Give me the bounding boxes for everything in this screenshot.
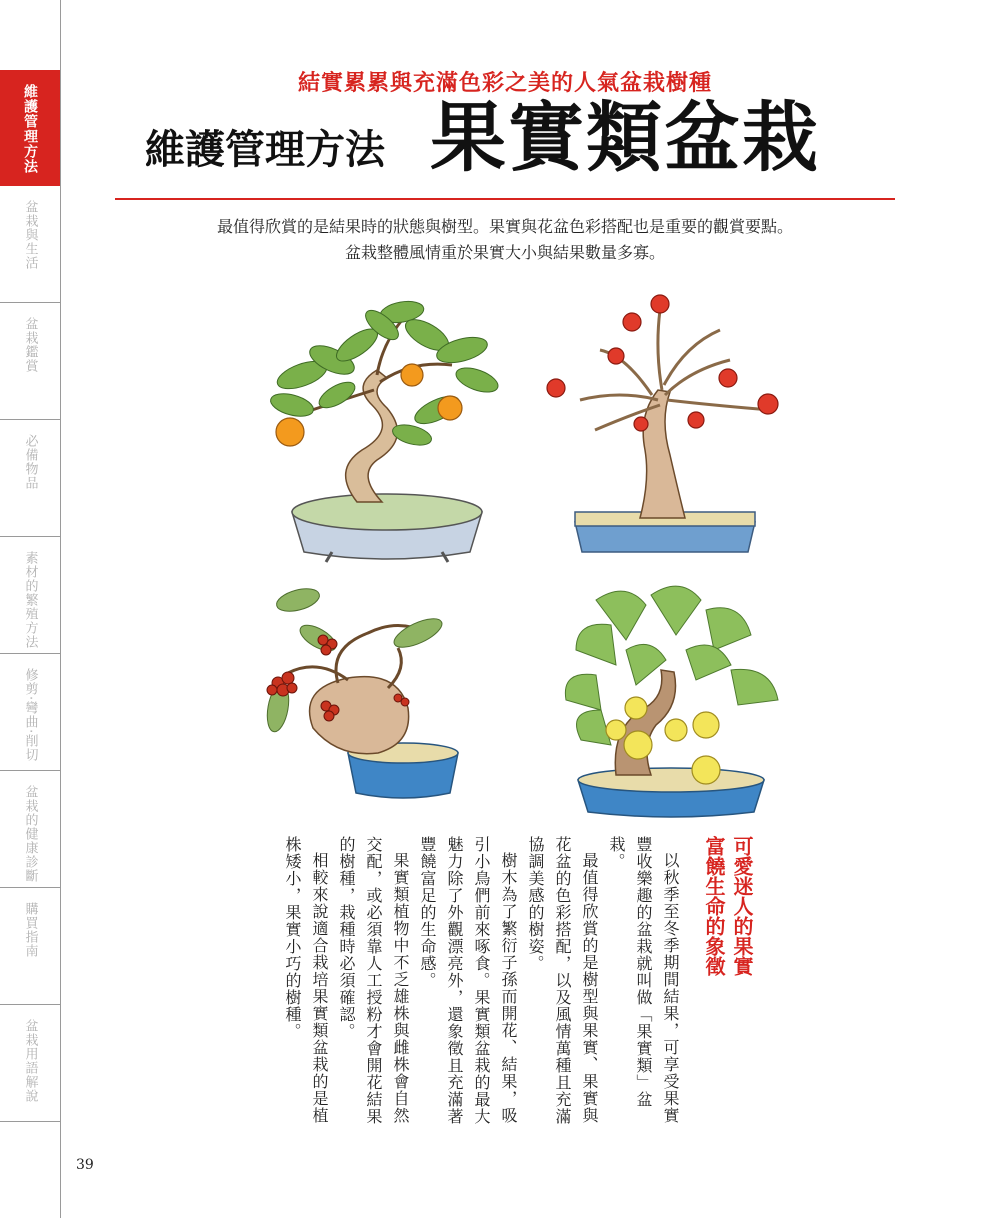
tab-label: 盆栽與生活 — [22, 200, 38, 270]
tab-label: 盆栽用語解說 — [22, 1019, 38, 1103]
article-body — [276, 836, 684, 1136]
ginkgo-bonsai-illustration — [556, 580, 786, 820]
side-tab-rail — [0, 0, 61, 1218]
tab-maintenance[interactable] — [0, 70, 60, 186]
tab-essentials[interactable] — [0, 420, 60, 537]
tab-label: 盆栽的健康診斷 — [22, 785, 38, 883]
tab-label: 維護管理方法 — [22, 84, 38, 174]
tab-bonsai-life[interactable] — [0, 186, 60, 303]
pomegranate-bonsai-illustration — [540, 290, 790, 570]
tab-propagation[interactable] — [0, 537, 60, 654]
article-heading-line-2: 富饒生命的象徵 — [702, 836, 726, 976]
title-divider — [115, 198, 895, 200]
tab-buying-guide[interactable] — [0, 888, 60, 1005]
lead-line-2: 盆栽整體風情重於果實大小與結果數量多寡。 — [344, 243, 665, 262]
article-paragraph: 果實類植物中不乏雄株與雌株會自然交配，或必須靠人工授粉才會開花結果的樹種，栽種時必須確認。 — [337, 836, 410, 1125]
page-subtitle: 結實累累與充滿色彩之美的人氣盆栽樹種 — [297, 71, 712, 96]
article-heading-line-1: 可愛迷人的果實 — [730, 836, 754, 976]
berry-bonsai-illustration — [258, 578, 488, 808]
tab-label: 盆栽鑑賞 — [22, 317, 38, 373]
tab-label: 素材的繁殖方法 — [22, 551, 38, 649]
article-paragraph: 樹木為了繁衍子孫而開花、結果，吸引小鳥們前來啄食。果實類盆栽的最大魅力除了外觀漂亮外，還象徵且充滿著豐饒富足的生命感。 — [418, 836, 518, 1125]
tab-label: 必備物品 — [22, 434, 38, 490]
tab-label: 購買指南 — [22, 902, 38, 958]
article-paragraph: 以秋季至冬季期間結果，可享受果實豐收樂趣的盆栽就叫做「果實類」盆栽。 — [607, 836, 680, 1124]
persimmon-bonsai-illustration — [262, 290, 512, 570]
section-title: 維護管理方法 — [145, 126, 385, 173]
tab-health-check[interactable] — [0, 771, 60, 888]
article-paragraph: 相較來說適合栽培果實類盆栽的是植株矮小，果實小巧的樹種。 — [283, 836, 329, 1124]
tab-bonsai-appreciation[interactable] — [0, 303, 60, 420]
tab-glossary[interactable] — [0, 1005, 60, 1122]
lead-text — [110, 214, 900, 266]
lead-line-1: 最值得欣賞的是結果時的狀態與樹型。果實與花盆色彩搭配也是重要的觀賞要點。 — [216, 217, 793, 236]
article-heading — [700, 836, 756, 1006]
tab-label: 修剪·彎曲·削切 — [22, 668, 38, 763]
page-number: 39 — [76, 1157, 94, 1173]
article-paragraph: 最值得欣賞的是樹型與果實、果實與花盆的色彩搭配，以及風情萬種且充滿協調美感的樹姿。 — [526, 836, 599, 1125]
tab-pruning[interactable] — [0, 654, 60, 771]
page-title: 果實類盆栽 — [430, 93, 820, 182]
